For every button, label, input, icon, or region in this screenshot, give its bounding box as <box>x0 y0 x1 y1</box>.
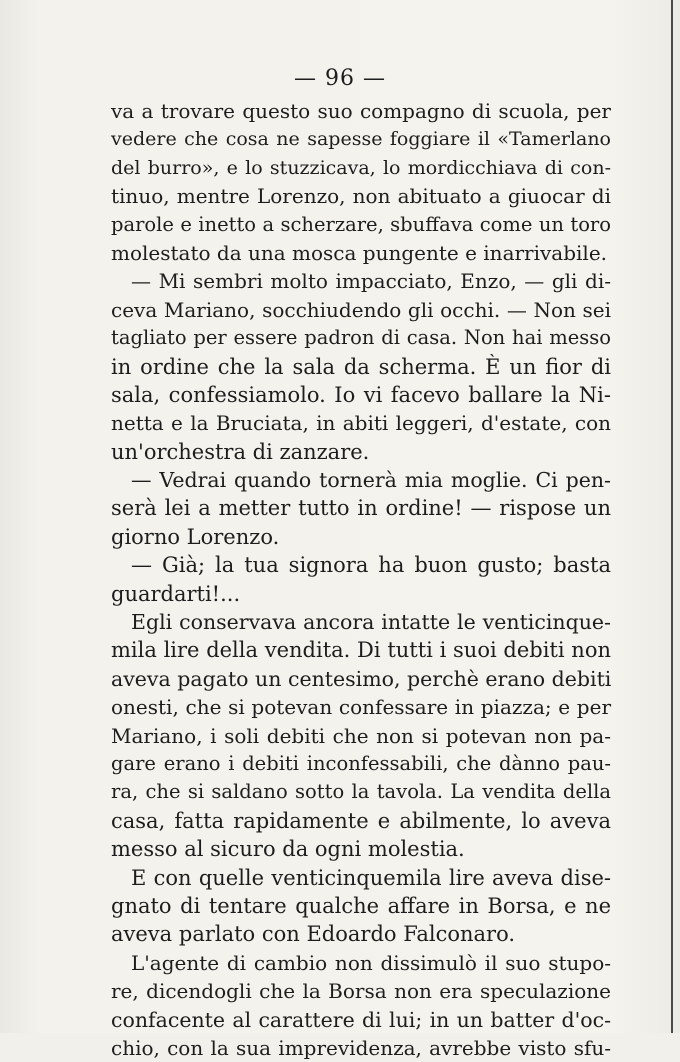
text-line: Egli conservava ancora intatte le venticinque- <box>131 610 611 635</box>
text-line: onesti, che si potevan confessare in piazza; e per <box>111 695 611 720</box>
text-line: aveva pagato un centesimo, perchè erano debiti <box>111 666 612 691</box>
text-line: netta e la Bruciata, in abiti leggeri, d'estate, con <box>111 411 611 436</box>
text-line: re, dicendogli che la Borsa non era speculazione <box>111 979 611 1004</box>
page-number: — 96 — <box>294 66 386 91</box>
text-line: casa, fatta rapidamente e abilmente, lo aveva <box>111 808 611 833</box>
text-line: ceva Mariano, socchiudendo gli occhi. — Non sei <box>111 297 611 322</box>
text-line: parole e inetto a scherzare, sbuffava come un toro <box>111 212 611 236</box>
text-line: gare erano i debiti inconfessabili, che dànno pau- <box>111 751 611 775</box>
text-line: mila lire della vendita. Di tutti i suoi debiti non <box>111 638 611 663</box>
text-line: L'agente di cambio non dissimulò il suo stupo- <box>131 950 611 975</box>
page-edge-shadow <box>671 0 673 1033</box>
text-line: gnato di tentare qualche affare in Borsa, e ne <box>111 893 611 918</box>
text-line: Mariano, i soli debiti che non si potevan non pa- <box>111 723 611 748</box>
body-text <box>111 97 611 1062</box>
text-line: del burro», e lo stuzzicava, lo mordicchiava di con- <box>111 156 611 179</box>
text-line: tinuo, mentre Lorenzo, non abituato a giuocar di <box>111 184 611 209</box>
text-line: molestato da una mosca pungente e inarrivabile. <box>111 240 608 265</box>
text-line: E con quelle venticinquemila lire aveva dise- <box>131 865 611 890</box>
text-line: — Mi sembri molto impacciato, Enzo, — gli di- <box>131 269 611 294</box>
text-line: — Già; la tua signora ha buon gusto; basta <box>131 553 611 578</box>
text-line: giorno Lorenzo. <box>111 524 280 549</box>
text-line: messo al sicuro da ogni molestia. <box>111 837 465 862</box>
text-line: un'orchestra di zanzare. <box>111 439 370 464</box>
text-line: chio, con la sua imprevidenza, avrebbe visto sfu- <box>111 1035 611 1060</box>
text-line: serà lei a metter tutto in ordine! — rispose un <box>111 496 611 521</box>
text-line: in ordine che la sala da scherma. È un fior di <box>111 354 611 379</box>
text-line: vedere che cosa ne sapesse foggiare il «Tamerlano <box>111 128 611 151</box>
text-line: guardarti!... <box>111 581 241 606</box>
text-line: tagliato per essere padron di casa. Non hai messo <box>111 326 611 350</box>
text-line: confacente al carattere di lui; in un batter d'oc- <box>111 1007 611 1032</box>
text-line: — Vedrai quando tornerà mia moglie. Ci pen- <box>131 468 611 493</box>
text-line: va a trovare questo suo compagno di scuola, per <box>111 99 611 123</box>
text-line: ra, che si saldano sotto la tavola. La vendita della <box>111 780 611 804</box>
text-line: aveva parlato con Edoardo Falconaro. <box>111 922 516 947</box>
text-line: sala, confessiamolo. Io vi facevo ballare la Ni- <box>111 382 611 407</box>
